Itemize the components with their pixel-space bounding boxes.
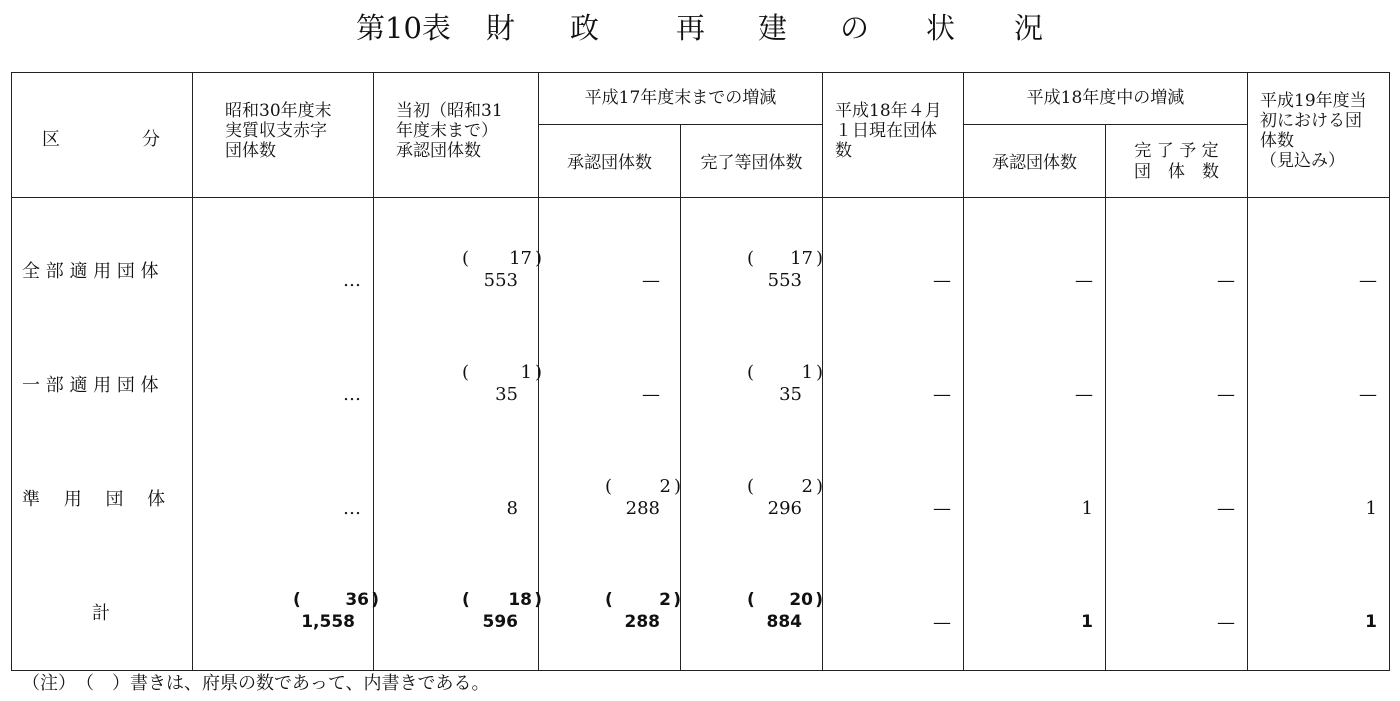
header-col8 [1248,73,1390,198]
value-cell: ( 1 ) 35 [374,328,539,442]
title-part: 状 [926,11,956,45]
value-cell: ( 18 ) 596 [374,556,539,671]
value-cell [539,328,681,442]
cell-value: — [1217,384,1235,405]
cell-value: — [1075,384,1093,405]
page-title [356,6,1076,46]
header-col7-line: 完 了 予 定 [1134,141,1219,161]
cell-value: 553 [483,270,518,291]
cell-value: 1 [1081,498,1093,519]
value-cell [374,442,539,556]
cell-value: 288 [624,612,660,632]
paren-number: 18 [508,590,532,610]
row-label-cell [12,556,193,671]
value-cell: ( 1 ) 35 [681,328,823,442]
value-cell: ( 17 ) 553 [374,198,539,329]
paren-number: 17 [790,248,813,269]
cell-value: — [1359,270,1377,291]
header-col8-line: 平成19年度当 [1260,91,1367,111]
header-col4-label: 完了等団体数 [700,153,803,173]
header-group-h17 [539,73,823,125]
cell-value: 1 [1081,612,1093,632]
header-col3 [539,125,681,198]
header-col1 [193,73,374,198]
header-col5-line: 数 [835,141,852,161]
row-label: 一 部 適 用 団 体 [22,375,159,396]
title-part: 再 [676,11,706,45]
header-col8-line: 初における団 [1260,111,1362,131]
header-col2-line: 当初（昭和31 [396,101,503,121]
value-cell [193,198,374,329]
cell-value: — [933,384,951,405]
header-col6-label: 承認団体数 [992,153,1077,173]
cell-value: — [933,270,951,291]
paren-number: 20 [789,590,813,610]
row-label: 準 用 団 体 [22,489,166,510]
cell-value: — [1217,498,1235,519]
row-label-cell [12,198,193,329]
cell-value: 596 [482,612,518,632]
cell-value: — [1359,384,1377,405]
header-col1-line: 実質収支赤字 [225,121,327,141]
cell-value: … [343,384,361,405]
cell-value: — [642,384,660,405]
header-col4 [681,125,823,198]
header-col1-line: 団体数 [225,141,276,161]
value-cell [964,556,1106,671]
header-col2-line: 承認団体数 [396,141,481,161]
value-cell [964,328,1106,442]
header-col6 [964,125,1106,198]
value-cell [823,556,964,671]
value-cell: ( 20 ) 884 [681,556,823,671]
row-label-cell [12,442,193,556]
paren-number: 2 [801,476,813,497]
row-label-cell [12,328,193,442]
header-group-h18 [964,73,1248,125]
header-col5-line: １日現在団体 [835,121,937,141]
row-label: 計 [92,603,110,624]
cell-value: 288 [625,498,660,519]
cell-value: 1,558 [301,612,355,632]
table-row [12,198,1390,329]
header-col2 [374,73,539,198]
header-kubun-2: 分 [142,129,160,150]
paren-number: 17 [509,248,532,269]
title-part: 政 [570,11,600,45]
value-cell [1248,442,1390,556]
title-part: の [840,11,870,45]
footnote: （注） （ ）書きは、府県の数であって、内書きである。 [22,673,490,694]
cell-value: — [1217,612,1235,633]
value-cell [539,198,681,329]
header-group-h17-label: 平成17年度末までの増減 [584,88,777,108]
value-cell: ( 2 ) 288 [539,442,681,556]
value-cell: ( 2 ) 296 [681,442,823,556]
cell-value: 296 [767,498,802,519]
cell-value: — [1075,270,1093,291]
cell-value: 8 [506,498,518,519]
value-cell [1248,556,1390,671]
paren-number: 1 [520,362,532,383]
cell-value: — [933,612,951,633]
value-cell [1106,442,1248,556]
paren-number: 2 [659,476,671,497]
cell-value: — [1217,270,1235,291]
title-part: 況 [1014,11,1044,45]
value-cell: ( 17 ) 553 [681,198,823,329]
value-cell: ( 2 ) 288 [539,556,681,671]
header-kubun [12,73,193,198]
value-cell [193,442,374,556]
value-cell [1248,328,1390,442]
cell-value: 35 [495,384,518,405]
cell-value: 1 [1365,612,1377,632]
value-cell: ( 36 ) 1,558 [193,556,374,671]
paren-number: 1 [801,362,813,383]
value-cell [1106,328,1248,442]
title-part: 財 [486,11,516,45]
paren-number: 2 [659,590,671,610]
header-col1-line: 昭和30年度末 [225,101,332,121]
cell-value: 884 [766,612,802,632]
table-row [12,442,1390,556]
cell-value: — [933,498,951,519]
value-cell [964,442,1106,556]
value-cell [1248,198,1390,329]
finance-rebuild-table [11,72,1390,671]
cell-value: … [343,498,361,519]
row-label: 全 部 適 用 団 体 [22,261,159,282]
header-group-h18-label: 平成18年度中の増減 [1026,88,1185,108]
value-cell [193,328,374,442]
paren-number: 36 [345,590,369,610]
cell-value: 553 [767,270,802,291]
table-row [12,328,1390,442]
cell-value: — [642,270,660,291]
header-kubun-1: 区 [42,129,60,150]
value-cell [823,328,964,442]
header-col8-line: （見込み） [1260,151,1345,171]
header-col8-line: 体数 [1260,131,1294,151]
cell-value: … [343,270,361,291]
title-part: 第10表 [356,11,451,45]
header-col3-label: 承認団体数 [567,153,652,173]
cell-value: 1 [1365,498,1377,519]
value-cell [823,442,964,556]
header-col5-line: 平成18年４月 [835,101,942,121]
header-col5 [823,73,964,198]
value-cell [1106,198,1248,329]
value-cell [964,198,1106,329]
header-col7 [1106,125,1248,198]
cell-value: 35 [779,384,802,405]
value-cell [823,198,964,329]
table-row [12,556,1390,671]
title-part: 建 [758,11,788,45]
value-cell [1106,556,1248,671]
header-col7-line: 団 体 数 [1134,162,1219,182]
header-col2-line: 年度末まで） [396,121,498,141]
